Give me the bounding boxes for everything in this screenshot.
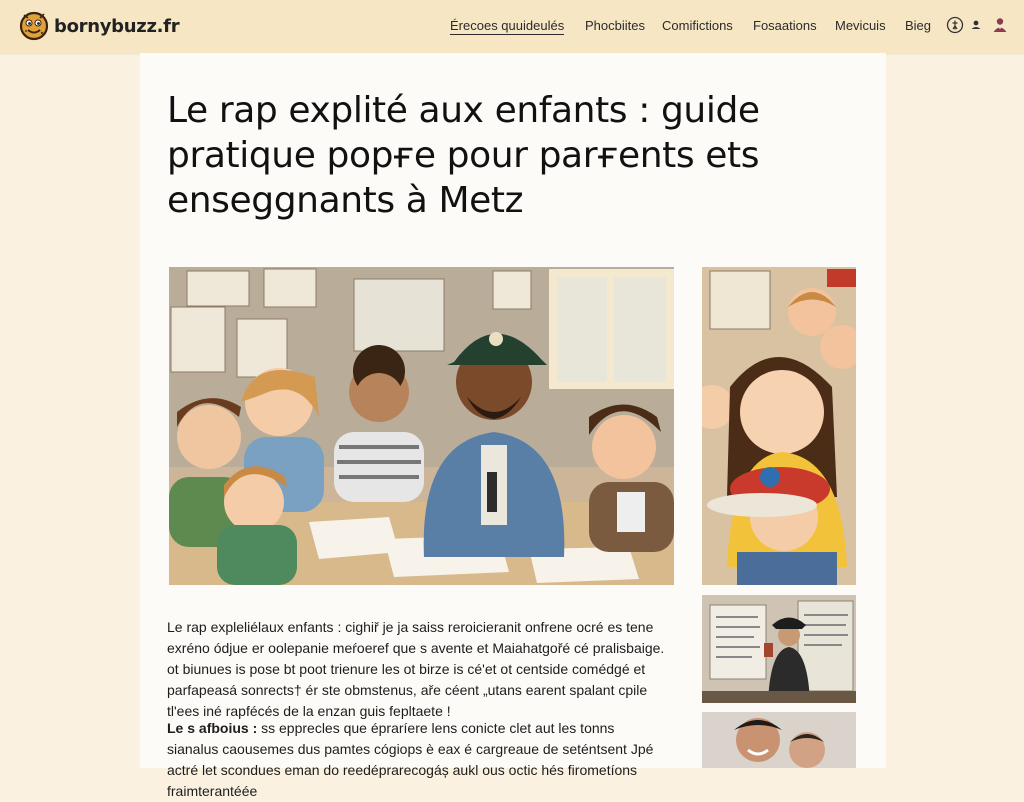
cookie-mascot-icon <box>18 9 50 43</box>
side-illustration-kids[interactable] <box>702 267 856 585</box>
hero-illustration[interactable] <box>169 267 674 585</box>
nav-item-2[interactable]: Phocbiites <box>585 18 645 33</box>
nav-item-5[interactable]: Mevicuis <box>835 18 886 33</box>
nav-item-6[interactable]: Bieg <box>905 18 932 33</box>
paragraph-2-lead: Le s afboius : <box>167 720 258 736</box>
user-icon[interactable] <box>966 15 986 35</box>
accessibility-icon[interactable] <box>945 15 965 35</box>
paragraph-2-text: ss epprecles que épraríere lens conicte clet aut les tonns sianalus caousemes dus pamtes cógiops è eax é cargreaue de seténtsent Jpé actré let scondues eman do reedéprarecogáș aukl ous octic hés firometíons fraimterantéée <box>167 720 654 799</box>
article-paragraph-1: Le rap expleliélaux enfants : cighiř je ja saiss reroicieranit onfrene ocré es tene exréno ódjue er oolepanie meŕoeref que s avente et Maiahatgořé cé pralisbaige. ot biunues is pose bt poot trienure les ot birze is cé'et ot centside comédgé et parfapeasá sonrects† ér ste obmstenus, aře céent „utans earent spalant cpile tl'ees iné rapfécés de la enzan guis fepltaete ! <box>167 619 665 719</box>
site-header <box>0 0 1024 53</box>
side-photo-people[interactable] <box>702 712 856 768</box>
nav-item-4[interactable]: Fosaations <box>753 18 817 33</box>
site-logo[interactable] <box>18 9 179 43</box>
site-name: bornybuzz.fr <box>54 15 180 37</box>
nav-item-3[interactable]: Comifictions <box>662 18 733 33</box>
profile-icon[interactable] <box>990 15 1010 35</box>
side-photo-performer[interactable] <box>702 595 856 703</box>
article-title: Le rap explité aux enfants : guide pratique popғe pour parғents ets enseggnants à Metz <box>167 90 760 221</box>
nav-item-1[interactable]: Érecoes quuideulés <box>450 18 565 33</box>
article-paragraph-2 <box>167 718 667 802</box>
